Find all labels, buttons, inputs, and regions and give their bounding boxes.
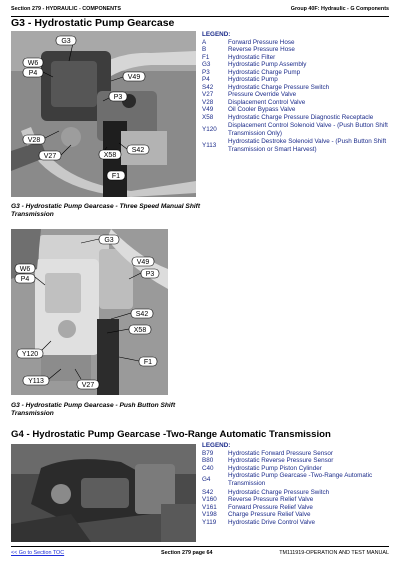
callout-f1 bbox=[119, 357, 157, 366]
svg-text:P3: P3 bbox=[113, 94, 123, 101]
svg-text:V27: V27 bbox=[43, 153, 57, 160]
caption-three-speed: G3 - Hydrostatic Pump Gearcase - Three Speed Manual Shift Transmission bbox=[11, 203, 201, 218]
svg-text:S42: S42 bbox=[131, 147, 145, 154]
legend-item: F1 Hydrostatic Filter bbox=[202, 53, 276, 61]
header-section: Section 279 - HYDRAULIC - COMPONENTS bbox=[11, 6, 121, 12]
callout-v49 bbox=[132, 257, 154, 266]
legend-item: V161 Forward Pressure Relief Valve bbox=[202, 503, 313, 511]
legend-item: Y113 Hydrostatic Destroke Solenoid Valve - (Push Button Shift Transmission or Smart Harvest) bbox=[202, 138, 387, 154]
callout-p4 bbox=[23, 68, 53, 77]
svg-text:V49: V49 bbox=[136, 259, 150, 266]
svg-text:G3: G3 bbox=[104, 237, 114, 244]
legend-item: X58 Hydrostatic Charge Pressure Diagnostic Receptacle bbox=[202, 114, 374, 122]
svg-text:W6: W6 bbox=[19, 266, 31, 273]
svg-text:P4: P4 bbox=[20, 276, 30, 283]
callout-s42 bbox=[119, 143, 149, 154]
g3-title: G3 - Hydrostatic Pump Gearcase bbox=[11, 17, 175, 29]
g3-legend-title: LEGEND: bbox=[202, 31, 231, 38]
svg-text:V49: V49 bbox=[127, 74, 141, 81]
svg-text:G3: G3 bbox=[61, 38, 71, 45]
callout-w6 bbox=[15, 264, 35, 273]
g4-title: G4 - Hydrostatic Pump Gearcase -Two-Range Automatic Transmission bbox=[11, 429, 331, 440]
legend-item: B Reverse Pressure Hose bbox=[202, 46, 295, 54]
manual-name: TM111919-OPERATION AND TEST MANUAL bbox=[279, 550, 389, 556]
header-group: Group 40F: Hydraulic - G Components bbox=[290, 6, 389, 12]
callout-f1 bbox=[107, 171, 125, 180]
legend-item: S42 Hydrostatic Charge Pressure Switch bbox=[202, 83, 330, 91]
callout-p3 bbox=[103, 92, 127, 101]
g3-legend bbox=[202, 31, 392, 155]
svg-text:X58: X58 bbox=[103, 152, 117, 159]
page-footer bbox=[11, 546, 389, 557]
g4-legend-title: LEGEND: bbox=[202, 442, 231, 449]
callout-g3 bbox=[81, 235, 119, 244]
callout-y120 bbox=[17, 341, 51, 358]
go-to-section-toc-link[interactable]: << Go to Section TOC bbox=[11, 550, 65, 556]
svg-text:Y113: Y113 bbox=[28, 378, 44, 385]
legend-item: V28 Displacement Control Valve bbox=[202, 98, 306, 106]
legend-item: V49 Oil Cooler Bypass Valve bbox=[202, 106, 296, 114]
page-header bbox=[11, 4, 389, 17]
callout-v27 bbox=[75, 369, 99, 389]
callout-p4 bbox=[15, 274, 45, 285]
svg-text:S42: S42 bbox=[135, 311, 149, 318]
legend-item: G4 Hydrostatic Pump Gearcase -Two-Range Automatic Transmission bbox=[202, 472, 373, 488]
callout-x58 bbox=[99, 147, 121, 159]
svg-text:V27: V27 bbox=[81, 382, 95, 389]
callout-s42 bbox=[111, 309, 153, 319]
g4-legend bbox=[202, 442, 392, 527]
legend-item: P4 Hydrostatic Pump bbox=[202, 76, 278, 84]
caption-push-button: G3 - Hydrostatic Pump Gearcase - Push Button Shift Transmission bbox=[11, 402, 176, 417]
legend-item: V198 Charge Pressure Relief Valve bbox=[202, 511, 311, 519]
callout-p3 bbox=[129, 269, 159, 279]
legend-item: A Forward Pressure Hose bbox=[202, 38, 295, 46]
legend-item: C40 Hydrostatic Pump Piston Cylinder bbox=[202, 464, 322, 472]
legend-item: S42 Hydrostatic Charge Pressure Switch bbox=[202, 488, 330, 496]
legend-item: B80 Hydrostatic Reverse Pressure Sensor bbox=[202, 457, 334, 465]
legend-item: B79 Hydrostatic Forward Pressure Sensor bbox=[202, 449, 333, 457]
legend-item: V27 Pressure Override Valve bbox=[202, 91, 297, 99]
svg-text:P3: P3 bbox=[145, 271, 155, 278]
svg-text:V28: V28 bbox=[27, 137, 41, 144]
callout-v49 bbox=[111, 72, 145, 81]
callout-g3 bbox=[56, 36, 76, 61]
svg-text:W6: W6 bbox=[27, 60, 39, 67]
photo1-callouts bbox=[11, 31, 196, 197]
callout-y113 bbox=[23, 369, 61, 385]
svg-text:F1: F1 bbox=[111, 173, 121, 180]
legend-item: Y120 Displacement Control Solenoid Valve - (Push Button Shift Transmission Only) bbox=[202, 121, 388, 137]
legend-item: P3 Hydrostatic Charge Pump bbox=[202, 68, 301, 76]
legend-item: Y119 Hydrostatic Drive Control Valve bbox=[202, 518, 316, 526]
callout-v27 bbox=[39, 145, 71, 160]
callout-x58 bbox=[107, 325, 151, 334]
svg-text:F1: F1 bbox=[143, 359, 153, 366]
svg-text:Y120: Y120 bbox=[21, 351, 39, 358]
legend-item: V160 Reverse Pressure Relief Valve bbox=[202, 496, 314, 504]
photo2-callouts bbox=[11, 229, 168, 395]
svg-text:X58: X58 bbox=[133, 327, 147, 334]
callout-w6 bbox=[23, 58, 43, 67]
callout-v28 bbox=[23, 131, 59, 144]
svg-text:P4: P4 bbox=[28, 70, 38, 77]
photo-two-range-gearcase bbox=[11, 444, 196, 542]
legend-item: G3 Hydrostatic Pump Assembly bbox=[202, 61, 307, 69]
page-number: Section 279 page 64 bbox=[161, 550, 213, 556]
